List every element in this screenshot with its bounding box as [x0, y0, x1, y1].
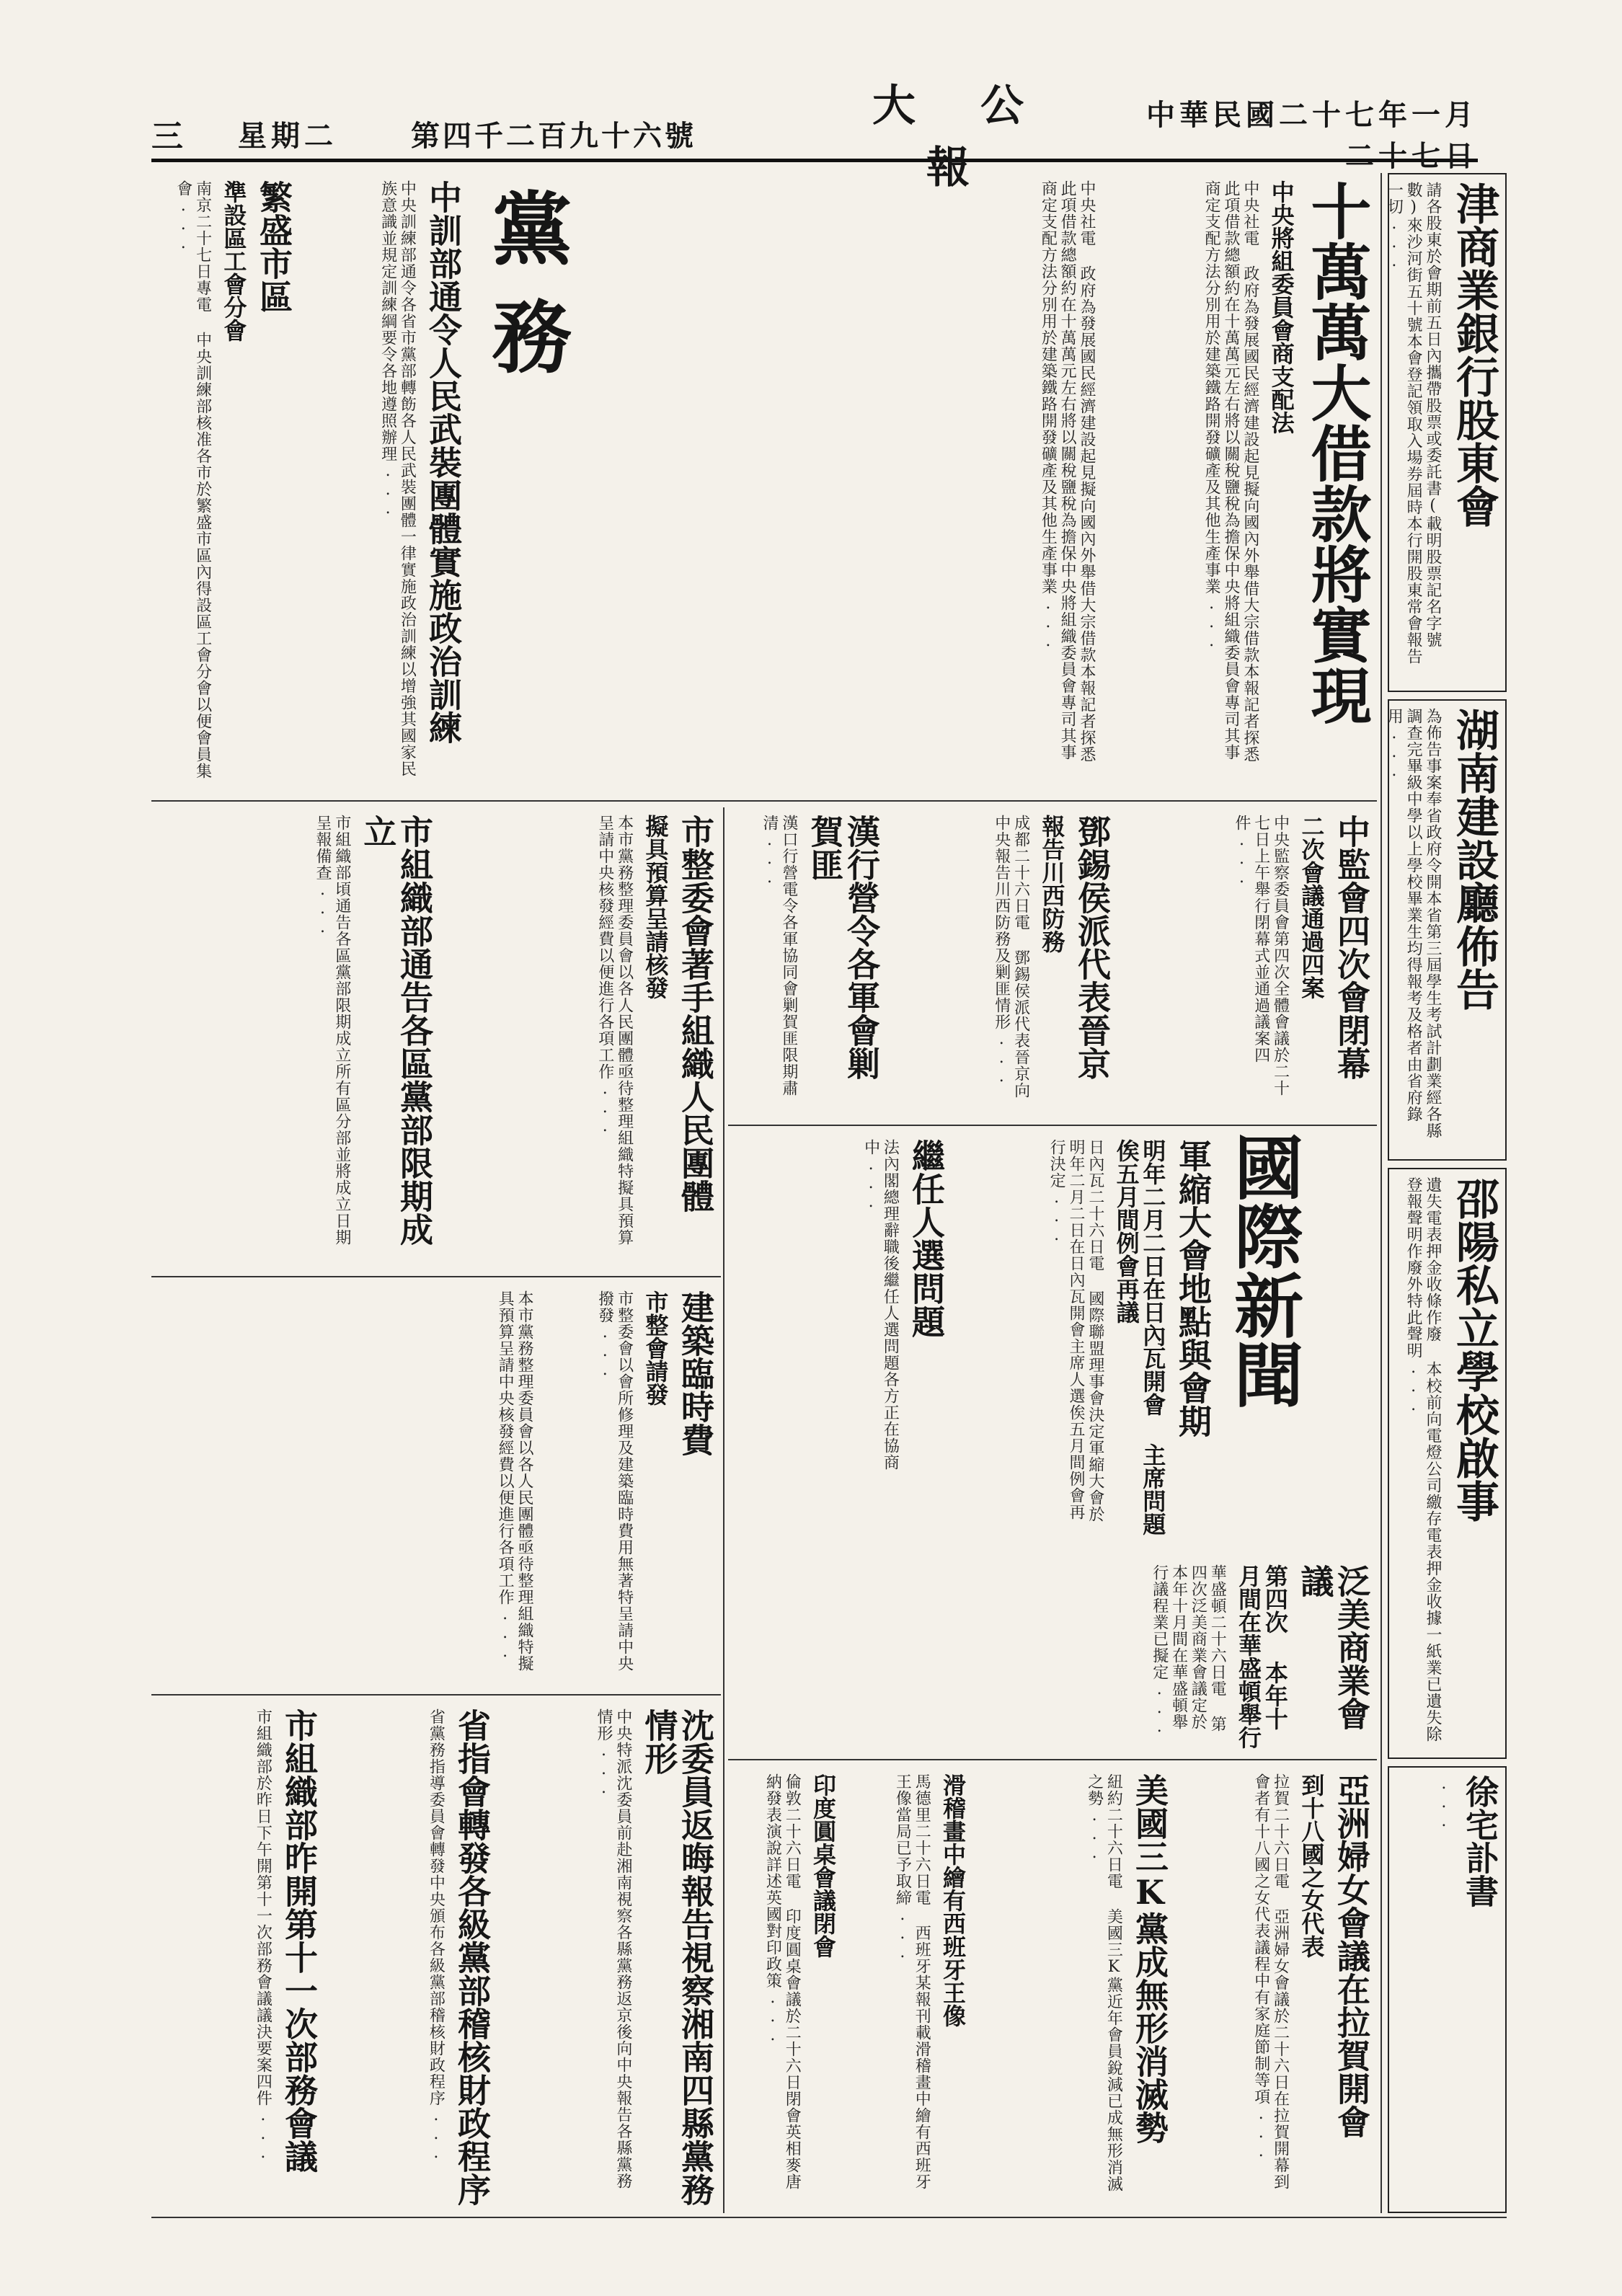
article-body: 漢口行營電令各軍協同會剿賀匪限期肅清... — [760, 815, 798, 1096]
ad-headline: 邵陽私立學校啟事 — [1449, 1176, 1499, 1522]
article-subhead: 明年二月二日在日內瓦開會 主席問題俟五月間例會再議 — [1112, 1139, 1167, 1535]
ad-body: 遺失電表押金收條作廢 本校前向電燈公司繳存電表押金收據一紙業已遺失除登報聲明作廢外特此聲明... — [1404, 1176, 1442, 1742]
section-rule — [728, 1125, 1377, 1126]
article-body: 中央訓練部通令各省市黨部轉飭各人民武裝團體一律實施政治訓練以增強其國家民族意識並規定訓練綱要令各地遵照辦理... — [378, 180, 417, 777]
article-headline: 軍縮大會地點與會期 — [1174, 1139, 1213, 1437]
ad-body: 請各股東於會期前五日內攜帶股票或委託書(載明股票記名字號數)來沙河街五十號本會登記領取入場券屆時本行開股東常會報告一切... — [1385, 182, 1442, 665]
civic-groups-continued — [151, 1283, 541, 1687]
article-body: 市整委會以會所修理及建築臨時費用無著特呈請中央撥發... — [595, 1290, 634, 1672]
article-subhead: 中央將組委員會商支配法 — [1267, 180, 1295, 434]
article-subhead: 市整會請發 — [642, 1290, 670, 1406]
international-banner — [1223, 1132, 1370, 1449]
column-rule — [1381, 173, 1382, 2213]
article-body: 中央監察委員會第四次全體會議於二十七日上午舉行閉幕式並通過議案四件... — [1232, 815, 1290, 1096]
article-subhead: 擬具預算呈請核發 — [642, 815, 670, 999]
article-body: 省黨務指導委員會轉發中央頒布各級黨部稽核財政程序... — [427, 1708, 446, 2163]
article-body: 本市黨務整理委員會以各人民團體亟待整理組織特擬具預算呈請中央核發經費以便進行各項工作... — [595, 815, 634, 1246]
asian-women-article — [1182, 1766, 1377, 2213]
article-headline: 市組織部通告各區黨部限期成立 — [358, 815, 434, 1246]
article-headline: 省指會轉發各級黨部稽核財政程序 — [453, 1708, 492, 2206]
masthead — [151, 81, 1478, 193]
article-subhead: 到十八國之女代表 — [1298, 1773, 1326, 1958]
section-title: 黨務 — [479, 187, 572, 404]
section-rule — [151, 1276, 721, 1277]
article-body: 中央社電 政府為發展國民經濟建設起見擬向國內外舉借大宗借款本報記者探悉此項借款總額約在十萬萬元左右將以關稅鹽稅為擔保中央將組織委員會專司其事商定支配方法分別用於建築鐵路開發礦產及其他生產事業... — [1039, 180, 1096, 763]
ad-headline: 湖南建設廳佈告 — [1449, 708, 1499, 1011]
article-subhead: 第四次 本年十月間在華盛頓舉行 — [1235, 1564, 1289, 1749]
article-body: 華盛頓二十六日電 第四次泛美商業會議定於本年十月間在華盛頓舉行議程業已擬定... — [1150, 1564, 1227, 1737]
page-number: 三 — [151, 118, 183, 155]
article-headline: 繼任人選問題 — [907, 1139, 946, 1338]
tianjin-shareholders-ad — [1385, 173, 1507, 692]
article-headline: 繁盛市區 — [254, 180, 293, 313]
city-party-article — [151, 1701, 324, 2213]
article-subhead: 二次會議通過四案 — [1298, 815, 1326, 999]
article-headline: 建築臨時費 — [676, 1290, 715, 1456]
envoy-article — [894, 807, 1117, 1117]
paper-name: 大公報 — [872, 81, 1089, 193]
article-subhead: 報告川西防務 — [1038, 815, 1066, 953]
column-rule — [723, 807, 724, 2213]
article-body: 日內瓦二十六日電 國際聯盟理事會決定軍縮大會於明年二月二日在日內瓦開會主席人選俟五月間例會再行決定... — [1047, 1139, 1104, 1522]
section-rule — [151, 800, 1377, 802]
article-body: 馬德里二十六日電 西班牙某報刊載滑稽畫中繪有西班牙王像當局已予取締... — [893, 1773, 931, 2190]
article-headline: 印度圓桌會議閉會 — [810, 1773, 837, 1958]
article-headline: 美國三K黨成無形消滅勢 — [1130, 1773, 1169, 2144]
article-body: 南京二十七日專電 中央訓練部核准各市於繁盛市區內得設區工會分會以便會員集會... — [174, 180, 212, 779]
shaoyang-school-ad — [1388, 1168, 1507, 1759]
article-headline: 泛美商業會議 — [1295, 1564, 1371, 1730]
hunan-notice-ad — [1385, 699, 1507, 1161]
article-headline: 市整委會著手組織人民團體 — [676, 815, 715, 1213]
district-offices-article — [151, 807, 440, 1269]
kkk-article — [980, 1766, 1175, 2213]
article-headline: 滑稽畫中繪有西班牙王像 — [939, 1773, 967, 2027]
article-headline: 漢行營令各軍會剿賀匪 — [805, 815, 881, 1080]
article-body: 紐約二十六日電 美國三K黨近年會員銳減已成無形消滅之勢... — [1085, 1773, 1123, 2192]
hankou-article — [728, 807, 887, 1117]
pan-american-article — [937, 1557, 1377, 1759]
section-rule — [728, 1759, 1377, 1760]
audit-article — [332, 1701, 497, 2213]
loan-article-continued — [606, 173, 1103, 786]
article-body: 市組織部頃通告各區黨部限期成立所有區分部並將成立日期呈報備查... — [313, 815, 351, 1246]
article-body: 法內閣總理辭職後繼任人選問題各方正在協商中... — [861, 1139, 900, 1471]
section-rule — [151, 1694, 721, 1696]
hunan-tour-article — [505, 1701, 721, 2213]
party-affairs-banner — [469, 187, 598, 404]
article-body: 本市黨務整理委員會以各人民團體亟待整理組織特擬具預算呈請中央核發經費以便進行各項工作... — [496, 1290, 533, 1672]
article-headline: 市組織部昨開第十一次部務會議 — [280, 1708, 319, 2173]
article-headline: 中監會四次會閉幕 — [1332, 815, 1371, 1080]
article-body: 中央社電 政府為發展國民經濟建設起見擬向國內外舉借大宗借款本報記者探悉此項借款總額約在十萬萬元左右將以關稅鹽稅為擔保中央將組織委員會專司其事商定支配方法分別用於建築鐵路開發礦產及其他生產事業... — [1202, 180, 1259, 763]
page-bottom-rule — [151, 2217, 1507, 2218]
indian-article — [728, 1766, 843, 2213]
nanjing-branch-article — [151, 173, 299, 800]
china-rep-article — [728, 1132, 952, 1550]
article-body: 市組織部於昨日下午開第十一次部務會議議決要案四件... — [254, 1708, 272, 2163]
party-training-article — [303, 173, 469, 800]
civic-groups-article — [447, 807, 721, 1269]
article-subhead: 準設區工會分會 — [220, 180, 248, 342]
article-headline: 十萬萬大借款將實現 — [1301, 180, 1373, 725]
article-body: 拉賀二十六日電 亞洲婦女會議於二十六日在拉賀開幕到會者有十八國之女代表議程中有家庭節制等項... — [1251, 1773, 1290, 2190]
article-headline: 鄧錫侯派代表晉京 — [1073, 815, 1112, 1080]
loan-article — [1110, 173, 1377, 786]
construction-fee-article — [548, 1283, 721, 1687]
article-headline: 中訓部通令人民武裝團體實施政治訓練 — [424, 180, 463, 744]
publication-date: 中華民國二十七年一月二十七日 — [1146, 98, 1478, 173]
ad-body: 為佈告事案奉省政府令開本省第三屆學生考試計劃業經各縣調查完畢級中學以上學校畢業生均得報考及格者由省府錄用... — [1385, 708, 1442, 1139]
supervision-article — [1125, 807, 1377, 1117]
issue-number: 第四千二百九十六號 — [411, 118, 696, 153]
section-title: 國際新聞 — [1223, 1132, 1305, 1409]
article-headline: 沈委員返晦報告視察湘南四縣黨務情形 — [639, 1708, 715, 2206]
ad-body: ... — [1435, 1775, 1453, 1831]
article-headline: 亞洲婦女會議在拉賀開會 — [1332, 1773, 1371, 2138]
xu-zhai-obituary — [1388, 1766, 1507, 2213]
ad-headline: 津商業銀行股東會 — [1449, 182, 1499, 528]
article-body: 倫敦二十六日電 印度圓桌會議於二十六日閉會英相麥唐納發表演說詳述英國對印政策... — [763, 1773, 802, 2190]
spain-article — [851, 1766, 973, 2213]
article-body: 中央特派沈委員前赴湘南視察各縣黨務返京後向中央報告各縣黨務情形... — [594, 1708, 632, 2189]
weekday: 星期二 — [238, 118, 337, 153]
disarmament-article — [959, 1132, 1218, 1550]
article-body: 成都二十六日電 鄧錫侯派代表晉京向中央報告川西防務及剿匪情形... — [992, 815, 1030, 1099]
ad-headline: 徐宅訃書 — [1461, 1775, 1499, 1907]
